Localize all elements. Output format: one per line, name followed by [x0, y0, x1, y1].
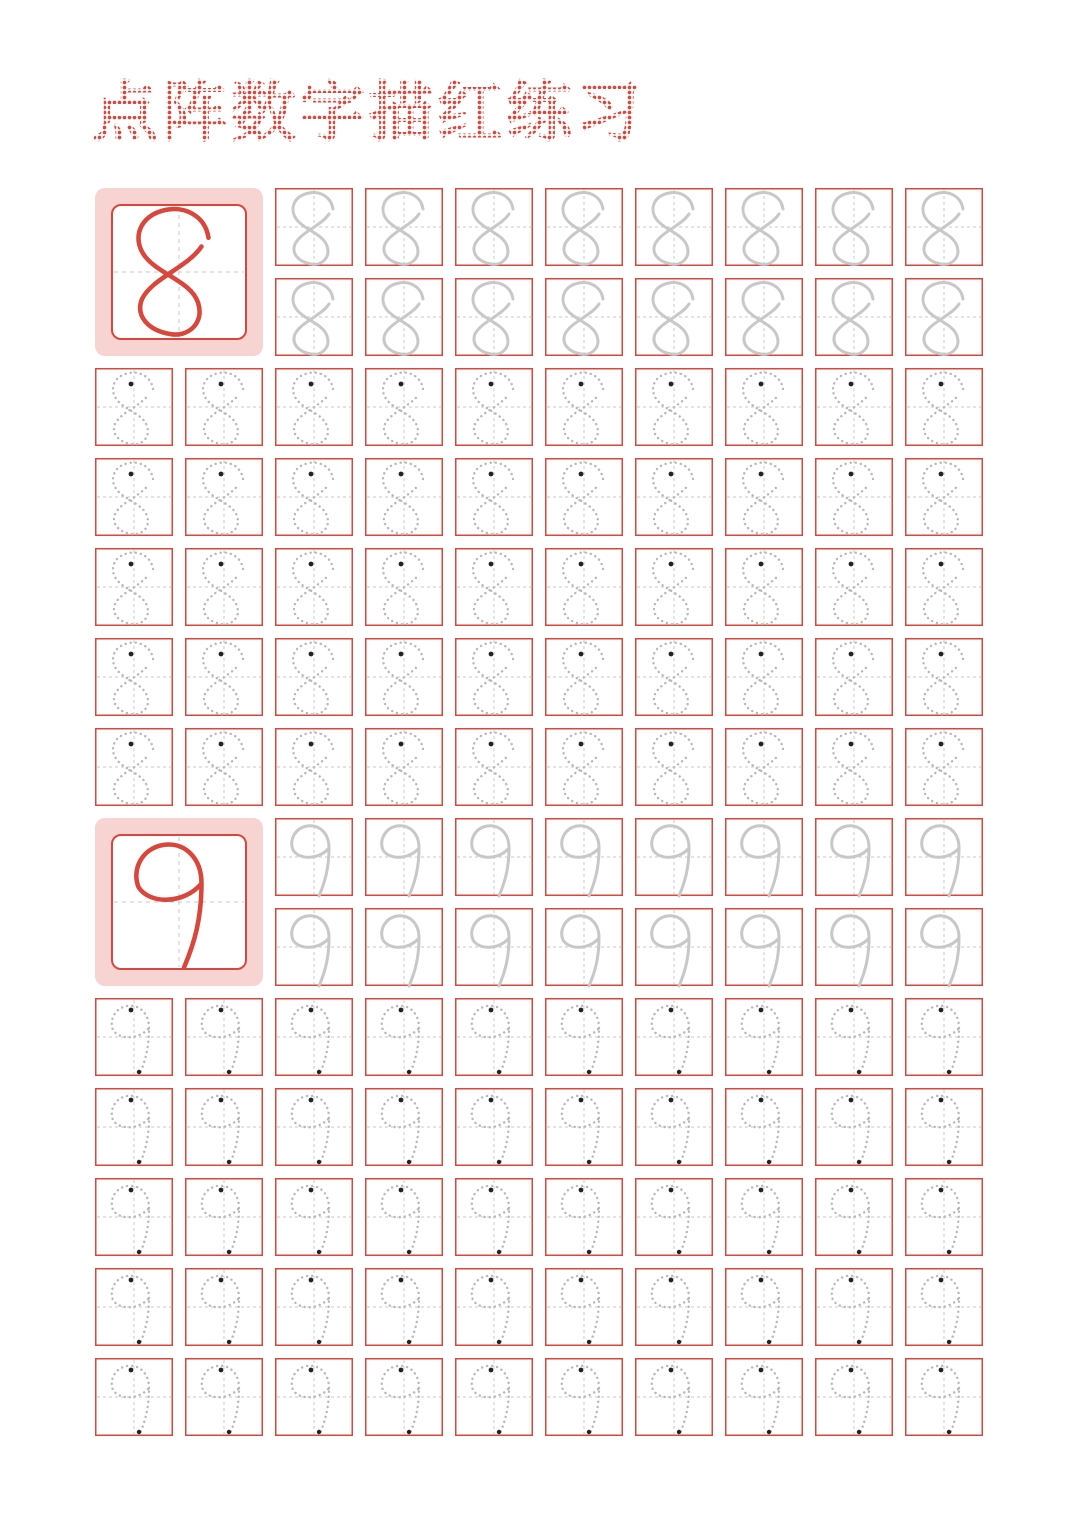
trace-cell-dotted [726, 549, 803, 626]
end-dot [767, 1070, 771, 1074]
start-dot [399, 1098, 404, 1103]
start-dot [759, 652, 764, 657]
start-dot [849, 1098, 854, 1103]
trace-cell-dotted [906, 639, 983, 716]
end-dot [137, 1430, 141, 1434]
end-dot [227, 1340, 231, 1344]
trace-cell-dotted [726, 639, 803, 716]
trace-cell-solid [726, 909, 803, 986]
start-dot [849, 562, 854, 567]
start-dot [759, 742, 764, 747]
start-dot [219, 1278, 224, 1283]
trace-cell-dotted [186, 369, 263, 446]
trace-cell-dotted [96, 1269, 173, 1346]
start-dot [939, 1188, 944, 1193]
trace-cell-dotted [726, 1179, 803, 1256]
trace-cell-dotted [906, 1089, 983, 1166]
start-dot [579, 382, 584, 387]
trace-cell-dotted [366, 1089, 443, 1166]
start-dot [309, 382, 314, 387]
end-dot [677, 1070, 681, 1074]
trace-cell-dotted [366, 459, 443, 536]
trace-cell-dotted [186, 999, 263, 1076]
trace-cell-dotted [366, 999, 443, 1076]
end-dot [317, 1070, 321, 1074]
start-dot [399, 1278, 404, 1283]
trace-cell-dotted [816, 369, 893, 446]
start-dot [129, 652, 134, 657]
start-dot [129, 1278, 134, 1283]
trace-cell-dotted [816, 549, 893, 626]
start-dot [669, 1008, 674, 1013]
trace-cell-dotted [636, 549, 713, 626]
trace-cell-dotted [96, 1179, 173, 1256]
start-dot [489, 472, 494, 477]
start-dot [669, 1188, 674, 1193]
start-dot [849, 1188, 854, 1193]
trace-cell-dotted [96, 459, 173, 536]
trace-cell-dotted [726, 729, 803, 806]
trace-cell-dotted [276, 1179, 353, 1256]
trace-cell-dotted [276, 1359, 353, 1436]
trace-cell-dotted [366, 549, 443, 626]
trace-cell-dotted [456, 1089, 533, 1166]
trace-cell-dotted [546, 999, 623, 1076]
start-dot [759, 1188, 764, 1193]
end-dot [857, 1250, 861, 1254]
start-dot [129, 472, 134, 477]
trace-cell-dotted [456, 999, 533, 1076]
trace-cell-dotted [456, 1359, 533, 1436]
trace-cell-dotted [456, 1269, 533, 1346]
start-dot [129, 1368, 134, 1373]
trace-cell-dotted [546, 459, 623, 536]
trace-cell-solid [816, 189, 893, 266]
trace-cell-dotted [636, 1359, 713, 1436]
start-dot [219, 1008, 224, 1013]
trace-cell-dotted [96, 369, 173, 446]
start-dot [849, 472, 854, 477]
start-dot [669, 382, 674, 387]
trace-cell-dotted [906, 1359, 983, 1436]
start-dot [399, 1008, 404, 1013]
trace-cell-dotted [726, 459, 803, 536]
trace-cell-dotted [816, 1269, 893, 1346]
end-dot [227, 1160, 231, 1164]
start-dot [399, 1368, 404, 1373]
trace-cell-dotted [906, 1269, 983, 1346]
start-dot [579, 1278, 584, 1283]
end-dot [407, 1250, 411, 1254]
trace-cell-solid [366, 279, 443, 356]
end-dot [407, 1160, 411, 1164]
trace-cell-solid [546, 189, 623, 266]
start-dot [129, 742, 134, 747]
start-dot [759, 562, 764, 567]
trace-cell-dotted [546, 1269, 623, 1346]
trace-cell-dotted [366, 1269, 443, 1346]
trace-cell-dotted [726, 1089, 803, 1166]
trace-cell-solid [276, 279, 353, 356]
start-dot [849, 1368, 854, 1373]
start-dot [579, 742, 584, 747]
trace-cell-dotted [906, 729, 983, 806]
trace-cell-solid [726, 189, 803, 266]
end-dot [227, 1430, 231, 1434]
trace-cell-dotted [546, 1179, 623, 1256]
start-dot [849, 652, 854, 657]
trace-cell-dotted [456, 639, 533, 716]
start-dot [219, 652, 224, 657]
end-dot [497, 1250, 501, 1254]
end-dot [677, 1160, 681, 1164]
trace-cell-dotted [546, 369, 623, 446]
model-box [112, 835, 246, 969]
start-dot [579, 652, 584, 657]
trace-cell-dotted [186, 1359, 263, 1436]
trace-cell-dotted [276, 369, 353, 446]
trace-cell-solid [906, 279, 983, 356]
start-dot [399, 382, 404, 387]
trace-cell-dotted [366, 729, 443, 806]
end-dot [317, 1250, 321, 1254]
trace-cell-dotted [456, 369, 533, 446]
trace-cell-dotted [456, 459, 533, 536]
start-dot [219, 742, 224, 747]
start-dot [309, 1008, 314, 1013]
trace-cell-dotted [546, 549, 623, 626]
start-dot [309, 472, 314, 477]
trace-cell-dotted [96, 999, 173, 1076]
start-dot [669, 472, 674, 477]
end-dot [767, 1250, 771, 1254]
end-dot [857, 1160, 861, 1164]
start-dot [939, 1368, 944, 1373]
trace-cell-dotted [636, 729, 713, 806]
trace-cell-dotted [906, 1179, 983, 1256]
end-dot [317, 1160, 321, 1164]
start-dot [129, 562, 134, 567]
start-dot [129, 1098, 134, 1103]
end-dot [677, 1250, 681, 1254]
trace-cell-dotted [96, 639, 173, 716]
trace-cell-dotted [456, 549, 533, 626]
model-box [112, 205, 246, 339]
trace-cell-dotted [186, 459, 263, 536]
trace-cell-dotted [816, 1359, 893, 1436]
trace-cell-dotted [636, 639, 713, 716]
start-dot [489, 1008, 494, 1013]
trace-cell-solid [816, 909, 893, 986]
start-dot [579, 1188, 584, 1193]
start-dot [759, 1008, 764, 1013]
start-dot [219, 1098, 224, 1103]
trace-cell-dotted [186, 1089, 263, 1166]
end-dot [947, 1250, 951, 1254]
end-dot [587, 1160, 591, 1164]
start-dot [579, 1098, 584, 1103]
end-dot [947, 1430, 951, 1434]
start-dot [759, 382, 764, 387]
trace-cell-solid [276, 909, 353, 986]
trace-cell-dotted [726, 1269, 803, 1346]
trace-cell-solid [456, 189, 533, 266]
start-dot [309, 562, 314, 567]
trace-cell-dotted [816, 639, 893, 716]
end-dot [407, 1340, 411, 1344]
start-dot [219, 1368, 224, 1373]
trace-cell-dotted [186, 639, 263, 716]
start-dot [399, 562, 404, 567]
start-dot [489, 1368, 494, 1373]
trace-cell-dotted [276, 639, 353, 716]
trace-cell-dotted [276, 1269, 353, 1346]
start-dot [399, 1188, 404, 1193]
trace-cell-solid [366, 909, 443, 986]
trace-cell-solid [906, 819, 983, 896]
start-dot [669, 1278, 674, 1283]
trace-cell-dotted [276, 729, 353, 806]
start-dot [849, 742, 854, 747]
start-dot [489, 382, 494, 387]
trace-cell-dotted [186, 1269, 263, 1346]
end-dot [317, 1430, 321, 1434]
start-dot [489, 1278, 494, 1283]
start-dot [489, 1188, 494, 1193]
start-dot [489, 1098, 494, 1103]
start-dot [399, 652, 404, 657]
start-dot [759, 1098, 764, 1103]
end-dot [587, 1250, 591, 1254]
trace-cell-dotted [276, 1089, 353, 1166]
trace-cell-dotted [726, 999, 803, 1076]
practice-grid-canvas [95, 188, 985, 1438]
trace-cell-dotted [816, 729, 893, 806]
trace-cell-dotted [366, 1359, 443, 1436]
trace-cell-solid [636, 909, 713, 986]
end-dot [227, 1250, 231, 1254]
start-dot [939, 1278, 944, 1283]
start-dot [939, 382, 944, 387]
start-dot [579, 1368, 584, 1373]
start-dot [309, 1278, 314, 1283]
end-dot [497, 1070, 501, 1074]
trace-cell-dotted [186, 549, 263, 626]
trace-cell-solid [636, 189, 713, 266]
trace-cell-solid [456, 279, 533, 356]
start-dot [399, 472, 404, 477]
trace-cell-dotted [546, 1359, 623, 1436]
start-dot [759, 1368, 764, 1373]
trace-cell-dotted [456, 1179, 533, 1256]
end-dot [407, 1070, 411, 1074]
trace-cell-solid [906, 189, 983, 266]
start-dot [939, 562, 944, 567]
start-dot [939, 472, 944, 477]
start-dot [309, 742, 314, 747]
trace-cell-dotted [906, 549, 983, 626]
start-dot [759, 1278, 764, 1283]
end-dot [317, 1340, 321, 1344]
trace-cell-solid [546, 279, 623, 356]
trace-cell-solid [546, 909, 623, 986]
start-dot [939, 1098, 944, 1103]
trace-cell-dotted [276, 459, 353, 536]
trace-cell-dotted [276, 549, 353, 626]
trace-cell-dotted [816, 999, 893, 1076]
start-dot [939, 1008, 944, 1013]
practice-grid [95, 188, 985, 1438]
trace-cell-dotted [636, 369, 713, 446]
end-dot [947, 1160, 951, 1164]
end-dot [857, 1340, 861, 1344]
start-dot [489, 742, 494, 747]
end-dot [857, 1070, 861, 1074]
start-dot [939, 742, 944, 747]
trace-cell-dotted [546, 639, 623, 716]
trace-cell-solid [276, 189, 353, 266]
start-dot [219, 562, 224, 567]
start-dot [129, 1188, 134, 1193]
trace-cell-dotted [456, 729, 533, 806]
start-dot [669, 1098, 674, 1103]
start-dot [129, 1008, 134, 1013]
start-dot [129, 382, 134, 387]
trace-cell-dotted [636, 1179, 713, 1256]
trace-cell-solid [456, 909, 533, 986]
start-dot [669, 742, 674, 747]
end-dot [407, 1430, 411, 1434]
end-dot [137, 1160, 141, 1164]
trace-cell-solid [906, 909, 983, 986]
trace-cell-solid [366, 189, 443, 266]
start-dot [399, 742, 404, 747]
trace-cell-solid [366, 819, 443, 896]
trace-cell-dotted [96, 729, 173, 806]
trace-cell-dotted [186, 729, 263, 806]
trace-cell-dotted [366, 369, 443, 446]
end-dot [587, 1430, 591, 1434]
start-dot [309, 1188, 314, 1193]
trace-cell-dotted [636, 1089, 713, 1166]
start-dot [579, 472, 584, 477]
end-dot [947, 1340, 951, 1344]
trace-cell-dotted [906, 999, 983, 1076]
end-dot [137, 1340, 141, 1344]
trace-cell-dotted [96, 1359, 173, 1436]
start-dot [849, 1008, 854, 1013]
end-dot [677, 1430, 681, 1434]
trace-cell-dotted [636, 459, 713, 536]
end-dot [587, 1070, 591, 1074]
page-title: 点阵数字描红练习 [92, 70, 644, 156]
trace-cell-solid [546, 819, 623, 896]
start-dot [489, 652, 494, 657]
trace-cell-dotted [906, 369, 983, 446]
end-dot [767, 1430, 771, 1434]
start-dot [849, 382, 854, 387]
trace-cell-solid [816, 819, 893, 896]
trace-cell-dotted [906, 459, 983, 536]
trace-cell-dotted [96, 549, 173, 626]
end-dot [497, 1340, 501, 1344]
trace-cell-solid [816, 279, 893, 356]
end-dot [587, 1340, 591, 1344]
end-dot [947, 1070, 951, 1074]
start-dot [669, 652, 674, 657]
end-dot [767, 1160, 771, 1164]
start-dot [309, 652, 314, 657]
trace-cell-dotted [636, 1269, 713, 1346]
trace-cell-dotted [546, 1089, 623, 1166]
trace-cell-dotted [726, 1359, 803, 1436]
trace-cell-solid [726, 819, 803, 896]
trace-cell-dotted [366, 1179, 443, 1256]
end-dot [677, 1340, 681, 1344]
end-dot [767, 1340, 771, 1344]
end-dot [497, 1430, 501, 1434]
trace-cell-solid [276, 819, 353, 896]
start-dot [309, 1098, 314, 1103]
trace-cell-dotted [636, 999, 713, 1076]
end-dot [137, 1250, 141, 1254]
trace-cell-dotted [366, 639, 443, 716]
end-dot [227, 1070, 231, 1074]
trace-cell-dotted [726, 369, 803, 446]
trace-cell-dotted [546, 729, 623, 806]
start-dot [579, 562, 584, 567]
start-dot [579, 1008, 584, 1013]
end-dot [137, 1070, 141, 1074]
trace-cell-dotted [816, 1179, 893, 1256]
trace-cell-solid [456, 819, 533, 896]
trace-cell-dotted [186, 1179, 263, 1256]
start-dot [219, 472, 224, 477]
trace-cell-dotted [816, 1089, 893, 1166]
start-dot [759, 472, 764, 477]
trace-cell-dotted [96, 1089, 173, 1166]
start-dot [219, 382, 224, 387]
trace-cell-solid [636, 819, 713, 896]
model-cell-8 [95, 188, 263, 356]
trace-cell-solid [726, 279, 803, 356]
start-dot [309, 1368, 314, 1373]
start-dot [219, 1188, 224, 1193]
start-dot [489, 562, 494, 567]
start-dot [939, 652, 944, 657]
model-cell-9 [95, 818, 263, 986]
start-dot [849, 1278, 854, 1283]
trace-cell-dotted [816, 459, 893, 536]
end-dot [857, 1430, 861, 1434]
trace-cell-solid [636, 279, 713, 356]
start-dot [669, 562, 674, 567]
start-dot [669, 1368, 674, 1373]
trace-cell-dotted [276, 999, 353, 1076]
end-dot [497, 1160, 501, 1164]
